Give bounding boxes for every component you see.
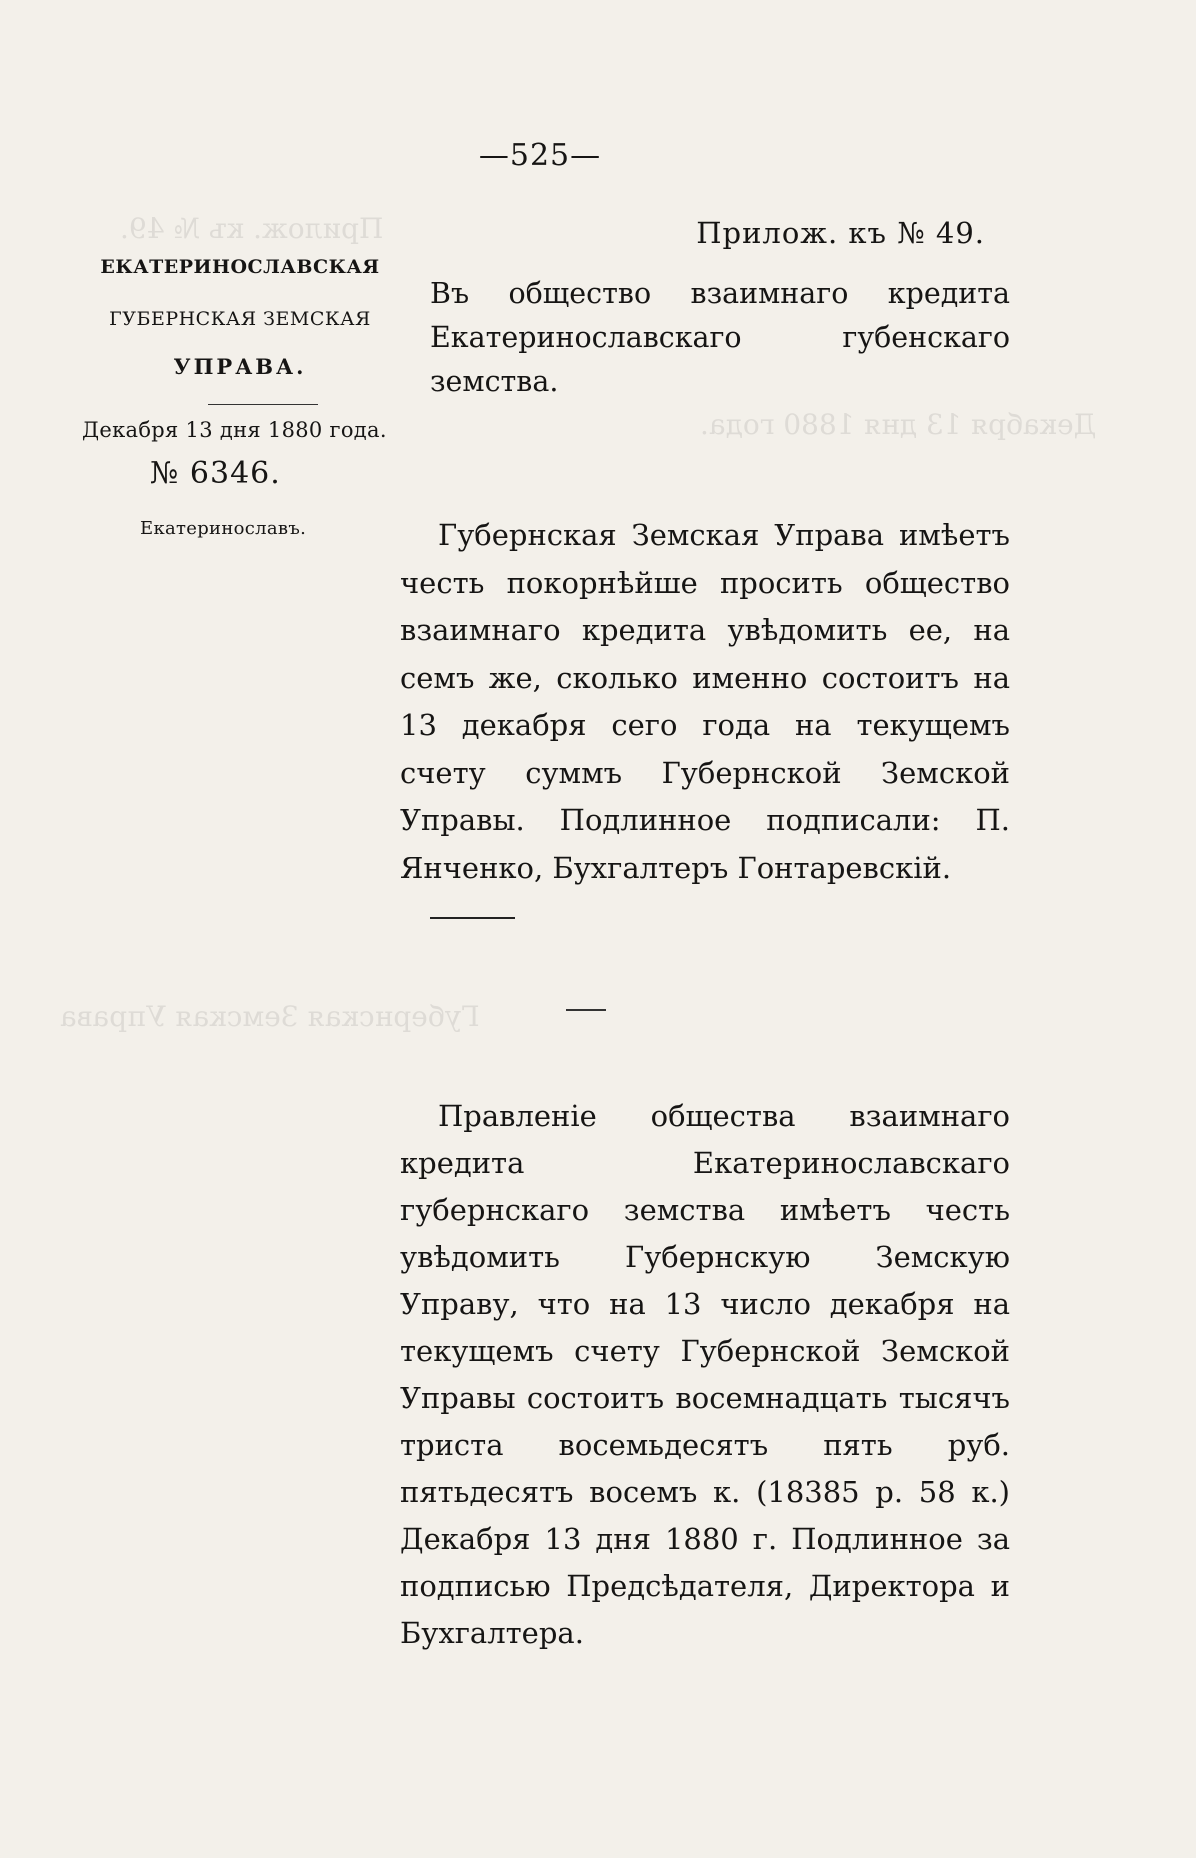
bleed-through-decoration: Прилож. къ № 49.	[120, 212, 384, 245]
page-number: —525—	[478, 138, 602, 173]
letter-2-text: Правленіе общества взаимнаго кредита Екатеринославскаго губернскаго земства имѣетъ честь увѣдомить Губернскую Земскую Управу, что на 13 число декабря на текущемъ счету Губернской Земской Управы состоитъ восемнадцать тысячъ триста восемьдесятъ пять руб. пятьдесятъ восемъ к. (18385 р. 58 к.) Декабря 13 дня 1880 г. Подлинное за подписью Предсѣдателя, Директора и Бухгалтера.	[400, 1099, 1010, 1650]
bleed-through-decoration: Губернская Земская Управа	[60, 1000, 480, 1033]
letter-body-2	[400, 1093, 1010, 1657]
header-rule	[208, 404, 318, 405]
bleed-through-decoration: Декабря 13 дня 1880 года.	[700, 408, 1097, 441]
addressee: Въ общество взаимнаго кредита Екатеринославскаго губенскаго земства.	[430, 277, 1010, 398]
appendix-reference: Прилож. къ № 49.	[696, 216, 985, 250]
letter-1-text: Губернская Земская Управа имѣетъ честь покорнѣйше просить общество взаимнаго кредита увѣдомить ее, на семъ же, сколько именно состоитъ на 13 декабря сего года на текущемъ счету суммъ Губернской Земской Управы. Подлинное подписали: П. Янченко, Бухгалтеръ Гонтаревскій.	[400, 518, 1010, 885]
letter-body-1	[400, 512, 1010, 892]
section-separator	[430, 917, 515, 919]
sender-line-1: ЕКАТЕРИНОСЛАВСКАЯ	[100, 256, 380, 278]
sender-city: Екатеринославъ.	[140, 518, 307, 539]
document-number: № 6346.	[150, 456, 281, 491]
sender-line-3: УПРАВА.	[173, 354, 307, 379]
short-dash	[566, 1009, 606, 1011]
sender-line-2: ГУБЕРНСКАЯ ЗЕМСКАЯ	[109, 308, 371, 330]
letter-date: Декабря 13 дня 1880 года.	[82, 418, 387, 442]
